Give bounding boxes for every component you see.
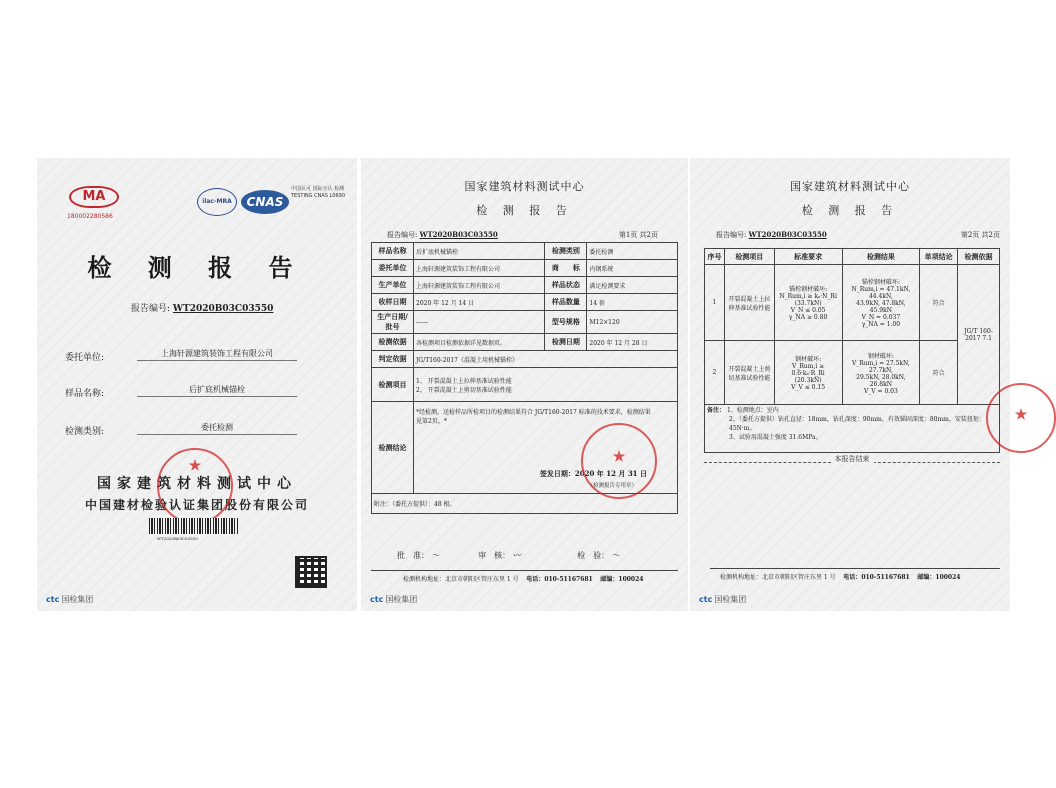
cover-title: 检 测 报 告 xyxy=(87,253,307,282)
remark-line: 1、检测地点：室内 xyxy=(726,407,779,414)
table-row xyxy=(372,368,678,402)
table-header-row xyxy=(705,249,1000,265)
label-cell: 型号规格 xyxy=(545,311,587,334)
conclusion-label: 检测结论 xyxy=(372,402,414,494)
result-line: 锚栓钢材破坏: xyxy=(861,279,900,286)
requirement-line: 钢材破坏: xyxy=(795,356,822,363)
sample-label: 样品名称: xyxy=(65,389,105,399)
signature-row xyxy=(397,550,642,561)
requirement-line: V_Rum,i ≥ 0.6·kₐ·R_Ri xyxy=(791,363,825,377)
value-cell: 委托检测 xyxy=(587,243,678,260)
result-line: V_N = 0.037 xyxy=(861,314,901,321)
table-row xyxy=(372,311,678,334)
value-cell: 2020 年 12 月 14 日 xyxy=(414,294,545,311)
client-row xyxy=(65,350,104,363)
requirement-line: V_V ≤ 0.15 xyxy=(791,384,826,391)
value-cell: 满足检测要求 xyxy=(587,277,678,294)
sign-date: 签发日期：2020 年 12 月 31 日 xyxy=(539,469,647,478)
page-info: 第2页 共2页 xyxy=(960,231,1000,239)
label-cell: 样品状态 xyxy=(545,277,587,294)
report-page-1 xyxy=(361,158,688,611)
zip-label: 邮编： xyxy=(917,574,936,581)
footer-address xyxy=(720,572,960,581)
row-conclusion: 符合 xyxy=(920,265,958,341)
row-result xyxy=(842,341,920,405)
report-number-value: WT2020B03C03550 xyxy=(419,230,498,239)
ctc-logo-mark: ctc xyxy=(370,595,384,604)
report-number-label: 报告编号: xyxy=(387,231,418,239)
requirement-line: V_N ≤ 0.05 xyxy=(790,307,826,314)
requirement-line: (20.3kN) xyxy=(794,377,822,384)
list-item: 2、 开裂混凝土上剪切基准试验性能 xyxy=(416,386,512,394)
approve-label: 批 准： xyxy=(397,551,429,560)
review-label: 审 核： xyxy=(478,551,511,560)
row-requirement xyxy=(774,341,842,405)
page-header-org: 国家建筑材料测试中心 xyxy=(464,180,585,193)
type-label: 检测类别: xyxy=(65,427,105,437)
red-seal-stamp xyxy=(157,448,233,524)
address-value: 北京市朝阳区管庄东里 1 号 xyxy=(445,576,519,583)
table-row xyxy=(705,265,1000,341)
row-requirement xyxy=(774,265,842,341)
address-value: 北京市朝阳区管庄东里 1 号 xyxy=(762,574,836,581)
type-row xyxy=(65,424,104,437)
requirement-line: 锚栓钢材破坏: xyxy=(789,286,828,293)
remark-line: 3、试验用混凝土强度 31.6MPa。 xyxy=(729,434,822,441)
judge-label: 判定依据 xyxy=(372,351,414,368)
row-conclusion: 符合 xyxy=(920,341,958,405)
label-cell: 样品名称 xyxy=(372,243,414,260)
report-number-label: 报告编号: xyxy=(716,231,747,239)
ctc-logo-text: 国检集团 xyxy=(385,595,418,604)
list-item: 1、 开裂混凝土上拉伸基准试验性能 xyxy=(416,377,512,385)
items-cell xyxy=(414,368,678,402)
requirement-line: (33.7kN) xyxy=(794,300,822,307)
page-header-title: 检 测 报 告 xyxy=(476,204,573,217)
value-cell: 上海轩源建筑装饰工程有限公司 xyxy=(414,260,545,277)
value-cell: 各检测项目检测依据详见数据页。 xyxy=(414,334,545,351)
ctc-logo xyxy=(699,594,746,605)
cover-report-number xyxy=(131,301,273,314)
report-number xyxy=(716,230,827,240)
inspect-signature-icon: 〜 xyxy=(611,551,620,560)
sample-row xyxy=(65,386,104,399)
remark-line: 2、（委托方提供）钻孔直径：18mm，钻孔深度：90mm，有效锚固深度：80mm，安装扭矩：45N·m。 xyxy=(729,416,985,432)
cnas-logo-icon: CNAS xyxy=(241,190,289,214)
ctc-logo xyxy=(370,594,417,605)
remarks-cell xyxy=(705,405,1000,453)
seal-star-icon: ★ xyxy=(612,449,626,465)
value-cell: —— xyxy=(414,311,545,334)
barcode-number: WT2020B03C03550 xyxy=(157,536,198,541)
qr-code-icon xyxy=(295,556,327,588)
client-value: 上海轩源建筑装饰工程有限公司 xyxy=(137,348,297,361)
remark-cell: 附注：（委托方提供）：48 根。 xyxy=(372,494,678,514)
results-table xyxy=(704,248,1000,453)
row-number: 2 xyxy=(705,341,725,405)
result-line: 29.5kN, 28.0kN, 26.8kN xyxy=(856,373,906,388)
items-label: 检测项目 xyxy=(372,368,414,402)
ma-logo-icon: MA xyxy=(69,186,119,208)
requirement-line: N_Rum,i ≥ kₐ·N_Ri xyxy=(779,293,837,300)
value-cell: 14 套 xyxy=(587,294,678,311)
review-signature-icon: 〰 xyxy=(512,551,521,560)
report-number xyxy=(387,230,498,240)
report-number-value: WT2020B03C03550 xyxy=(172,304,274,314)
column-header: 单项结论 xyxy=(920,249,958,265)
phone-value: 010-51167681 xyxy=(861,574,910,581)
client-label: 委托单位: xyxy=(65,353,105,363)
zip-value: 100024 xyxy=(618,576,644,583)
column-header: 标准要求 xyxy=(774,249,842,265)
result-line: 钢材破坏: xyxy=(867,352,894,360)
label-cell: 检测类别 xyxy=(545,243,587,260)
seal-star-icon: ★ xyxy=(1014,407,1028,423)
result-line: N_Rum,i = 47.1kN, 44.4kN, xyxy=(851,286,911,300)
footer-address xyxy=(403,574,643,583)
page-header-title: 检 测 报 告 xyxy=(801,204,899,217)
seal-note: （检测报告专用章） xyxy=(587,483,637,489)
zip-label: 邮编： xyxy=(600,576,619,583)
column-header: 序号 xyxy=(705,249,725,265)
value-cell: M12×120 xyxy=(587,311,678,334)
red-seal-stamp xyxy=(581,423,657,499)
table-row xyxy=(372,294,678,311)
table-row xyxy=(705,405,1000,453)
label-cell: 检测依据 xyxy=(372,334,414,351)
label-cell: 检测日期 xyxy=(545,334,587,351)
phone-label: 电话： xyxy=(526,576,545,583)
red-seal-stamp xyxy=(986,383,1056,453)
ctc-logo-mark: ctc xyxy=(46,595,60,604)
result-line: V_Rum,i = 27.5kN, 27.7kN, xyxy=(851,359,910,374)
phone-label: 电话： xyxy=(843,574,862,581)
org-name-primary: 国家建筑材料测试中心 xyxy=(97,476,297,492)
report-number-label: 报告编号: xyxy=(131,304,171,314)
end-of-report xyxy=(704,456,1000,463)
footer-divider xyxy=(371,570,678,571)
address-label: 检测机构地址： xyxy=(403,576,446,583)
type-value: 委托检测 xyxy=(137,422,297,435)
result-line: V_V = 0.03 xyxy=(863,387,898,395)
phone-value: 010-51167681 xyxy=(544,576,593,583)
footer-divider xyxy=(710,568,1000,569)
column-header: 检测项目 xyxy=(724,249,774,265)
label-cell: 样品数量 xyxy=(545,294,587,311)
ctc-logo-mark: ctc xyxy=(699,595,713,604)
ilac-mra-logo-icon: ilac-MRA xyxy=(197,188,237,216)
label-cell: 收样日期 xyxy=(372,294,414,311)
judge-value: JG/T160-2017《混凝土用机械锚栓》 xyxy=(414,351,678,368)
zip-value: 100024 xyxy=(935,574,961,581)
row-item: 开裂混凝土上剪切基准试验性能 xyxy=(724,341,774,405)
ctc-logo-text: 国检集团 xyxy=(714,595,747,604)
value-cell: 后扩底机械锚栓 xyxy=(414,243,545,260)
column-header: 检测依据 xyxy=(958,249,1000,265)
row-basis: JG/T 160-2017 7.1 xyxy=(958,265,1000,405)
table-row xyxy=(372,277,678,294)
sample-value: 后扩底机械锚栓 xyxy=(137,384,297,397)
address-label: 检测机构地址： xyxy=(720,574,763,581)
table-row xyxy=(372,351,678,368)
requirement-line: γ_NA ≥ 0.80 xyxy=(788,314,828,321)
cnas-text: 中国认可 国际互认 检测 TESTING CNAS L0690 xyxy=(291,186,346,199)
result-line: γ_NA = 1.00 xyxy=(861,321,901,328)
page-info: 第1页 共2页 xyxy=(618,231,658,239)
label-cell: 委托单位 xyxy=(372,260,414,277)
result-line: 43.9kN, 47.8kN, 45.9kN xyxy=(856,300,906,314)
row-number: 1 xyxy=(705,265,725,341)
seal-star-icon: ★ xyxy=(188,458,202,474)
label-cell: 商 标 xyxy=(545,260,587,277)
ma-number: 180002280586 xyxy=(67,213,113,220)
row-item: 开裂混凝土上拉伸基准试验性能 xyxy=(724,265,774,341)
inspect-label: 检 验： xyxy=(577,551,610,560)
table-row xyxy=(372,334,678,351)
barcode-icon xyxy=(149,518,239,534)
column-header: 检测结果 xyxy=(842,249,920,265)
org-name-secondary: 中国建材检验认证集团股份有限公司 xyxy=(84,498,309,512)
end-text: 本报告结束 xyxy=(831,455,874,463)
label-cell: 生产单位 xyxy=(372,277,414,294)
approve-signature-icon: 〜 xyxy=(431,551,440,560)
remark-label: 备注： xyxy=(707,407,726,414)
value-cell: 内钢系统 xyxy=(587,260,678,277)
report-number-value: WT2020B03C03550 xyxy=(748,230,827,239)
value-cell: 2020 年 12 月 28 日 xyxy=(587,334,678,351)
value-cell: 上海轩源建筑装饰工程有限公司 xyxy=(414,277,545,294)
row-result xyxy=(842,265,920,341)
ctc-logo-text: 国检集团 xyxy=(61,595,94,604)
report-cover-page xyxy=(37,158,357,611)
table-row xyxy=(705,341,1000,405)
table-row xyxy=(372,243,678,260)
report-page-2 xyxy=(690,158,1028,611)
page-header-org: 国家建筑材料测试中心 xyxy=(790,180,910,193)
table-row xyxy=(372,260,678,277)
conclusion-text: *经检测，送检样品所检项目的检测结果符合 JG/T160-2017 标准的技术要求，检测结果见第2页。* xyxy=(416,409,651,425)
label-cell: 生产日期/批号 xyxy=(372,311,414,334)
ctc-logo xyxy=(46,594,93,605)
